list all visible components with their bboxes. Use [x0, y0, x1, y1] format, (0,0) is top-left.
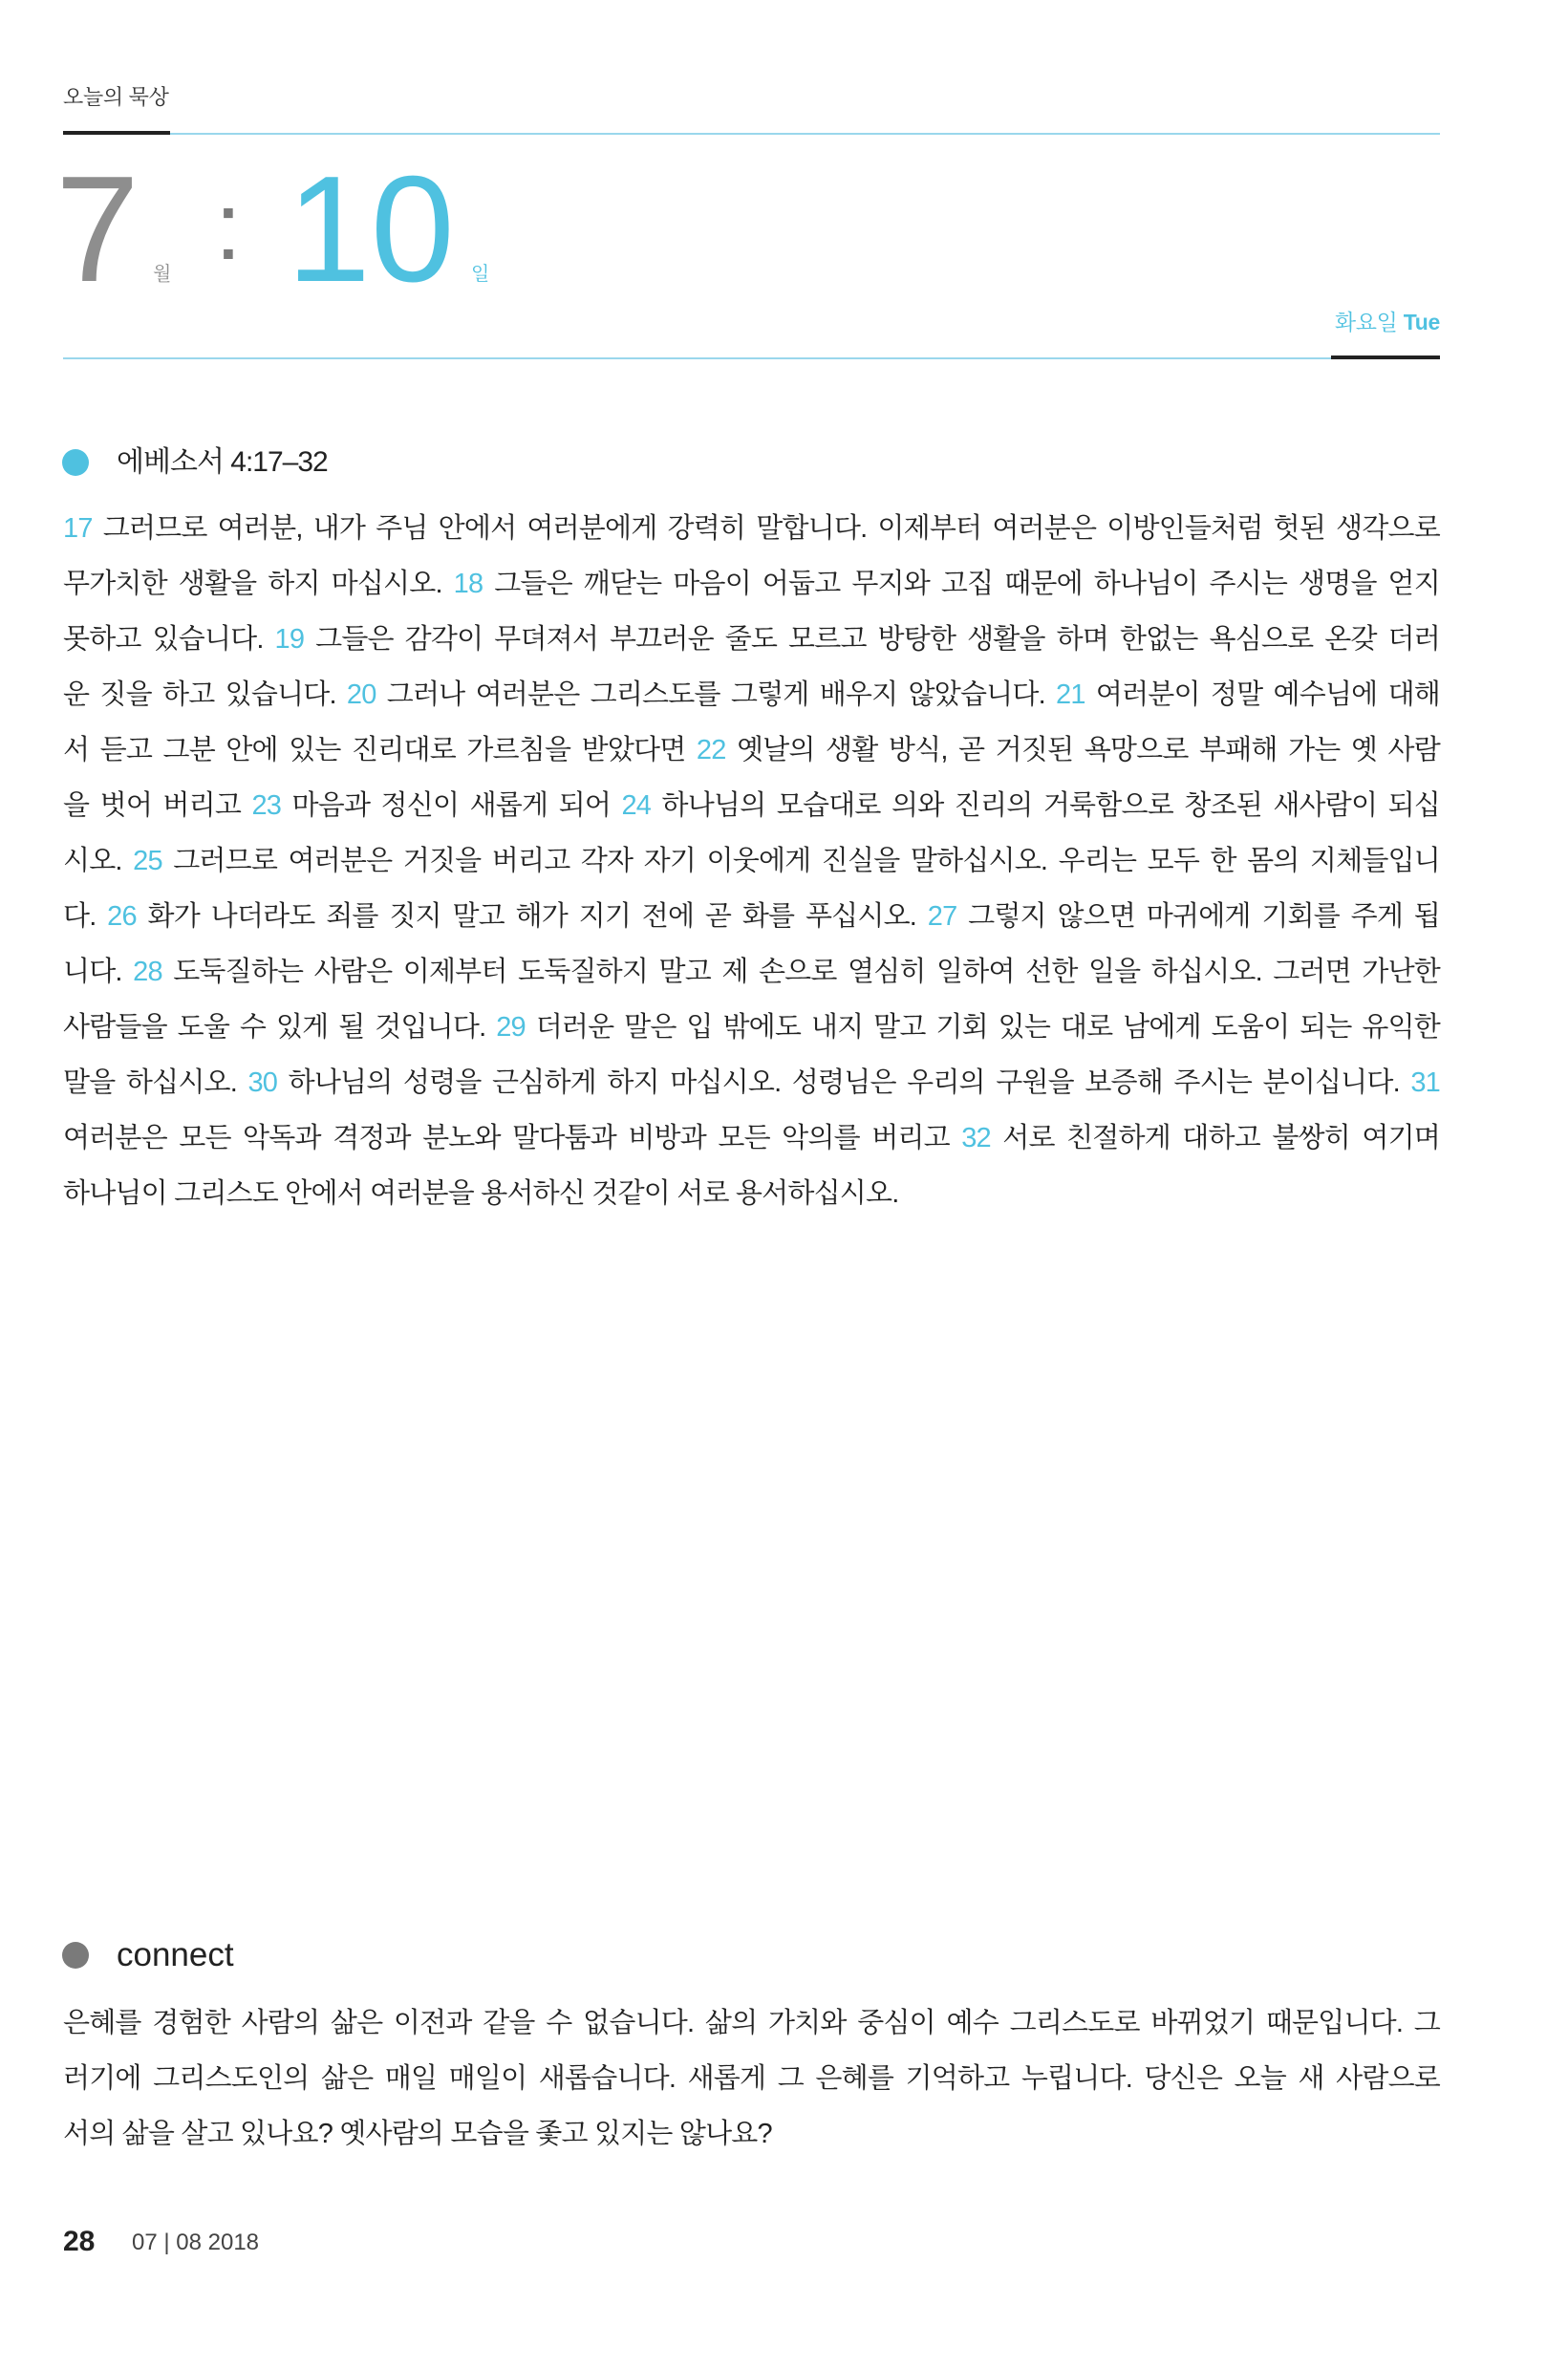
verse-text: 여러분은 모든 악독과 격정과 분노와 말다툼과 비방과 모든 악의를 버리고: [63, 1123, 962, 1153]
verse-text: 하나님이 그리스도 안에서 여러분을 용서하신 것같이 서로 용서하십시오.: [63, 1178, 899, 1209]
verse-number: 28: [133, 957, 162, 987]
verse-text: 그들은 감각이 무뎌져서 부끄러운 줄도 모르고 방탕한 생활을 하며 한없는 욕심으로 온갖 더러: [304, 624, 1440, 655]
verse-number: 26: [107, 901, 137, 932]
connect-line: 러기에 그리스도인의 삶은 매일 매일이 새롭습니다. 새롭게 그 은혜를 기억하고 누립니다. 당신은 오늘 새 사람으로: [63, 2063, 1440, 2094]
verse-number: 32: [961, 1123, 991, 1153]
verse-text: 다.: [63, 901, 108, 932]
connect-line: 은혜를 경험한 사람의 삶은 이전과 같을 수 없습니다. 삶의 가치와 중심이 예수 그리스도로 바뀌었기 때문입니다. 그: [63, 2008, 1440, 2038]
weekday-korean: 화요일: [1334, 310, 1398, 334]
verse-number: 29: [496, 1012, 526, 1043]
connect-line: 서의 삶을 살고 있나요? 옛사람의 모습을 좇고 있지는 않나요?: [63, 2119, 772, 2149]
verse-text: 여러분이 정말 예수님에 대해: [1085, 679, 1440, 710]
verse-text: 도둑질하는 사람은 이제부터 도둑질하지 말고 제 손으로 열심히 일하여 선한 일을 하십시오. 그러면 가난한: [161, 957, 1441, 987]
month-number: 7: [55, 145, 140, 313]
verse-number: 19: [274, 624, 305, 655]
verse-text: 서 듣고 그분 안에 있는 진리대로 가르침을 받았다면: [63, 735, 697, 765]
verse-text: 마음과 정신이 새롭게 되어: [281, 790, 622, 821]
passage-line: [63, 889, 1440, 944]
verse-text: 말을 하십시오.: [63, 1067, 248, 1098]
verse-text: 하나님의 성령을 근심하게 하지 마십시오. 성령님은 우리의 구원을 보증해 주시는 분이십니다.: [277, 1067, 1411, 1098]
passage-reference: 에베소서 4:17–32: [117, 446, 328, 478]
verse-text: 시오.: [63, 846, 134, 876]
verse-text: 못하고 있습니다.: [63, 624, 275, 655]
section-label: 오늘의 묵상: [63, 85, 169, 109]
verse-number: 24: [621, 790, 652, 821]
verse-text: 서로 친절하게 대하고 불쌍히 여기며: [990, 1123, 1440, 1153]
verse-text: 그러므로 여러분, 내가 주님 안에서 여러분에게 강력히 말합니다. 이제부터 여러분은 이방인들처럼 헛된 생각으로: [92, 513, 1440, 544]
header-rule-accent: [63, 131, 170, 135]
verse-text: 그러므로 여러분은 거짓을 버리고 각자 자기 이웃에게 진실을 말하십시오. 우리는 모두 한 몸의 지체들입니: [161, 846, 1441, 876]
verse-number: 23: [251, 790, 282, 821]
passage-line: [63, 1000, 1440, 1055]
passage-line: [63, 556, 1440, 612]
passage-line: [63, 778, 1440, 833]
page-number: 28: [63, 2226, 96, 2257]
verse-text: 니다.: [63, 957, 134, 987]
passage-line: [63, 667, 1440, 722]
weekday-english: Tue: [1403, 310, 1440, 334]
date-rule-accent: [1331, 356, 1440, 359]
verse-text: 더러운 말은 입 밖에도 내지 말고 기회 있는 대로 남에게 도움이 되는 유익한: [525, 1012, 1441, 1043]
passage-bullet-icon: [62, 449, 89, 476]
passage-line: [63, 501, 1440, 556]
verse-text: 그들은 깨닫는 마음이 어둡고 무지와 고집 때문에 하나님이 주시는 생명을 얻지: [483, 569, 1440, 599]
day-number: 10: [287, 145, 455, 313]
verse-text: 그러나 여러분은 그리스도를 그렇게 배우지 않았습니다.: [376, 679, 1057, 710]
date-rule: [63, 357, 1331, 359]
verse-number: 27: [927, 901, 957, 932]
passage-line: [63, 944, 1440, 1000]
passage-line: [63, 1166, 1440, 1221]
passage-line: [63, 1110, 1440, 1166]
verse-number: 20: [346, 679, 376, 710]
connect-body: [63, 1995, 1440, 2162]
verse-text: 운 짓을 하고 있습니다.: [63, 679, 347, 710]
verse-text: 화가 나더라도 죄를 짓지 말고 해가 지기 전에 곧 화를 푸십시오.: [136, 901, 928, 932]
verse-number: 25: [133, 846, 162, 876]
connect-title: connect: [117, 1936, 234, 1973]
verse-text: 사람들을 도울 수 있게 될 것입니다.: [63, 1012, 497, 1043]
passage-line: [63, 833, 1440, 889]
verse-number: 17: [63, 513, 93, 544]
passage-body: [63, 501, 1440, 1221]
date-separator: :: [215, 173, 242, 280]
passage-line: [63, 1055, 1440, 1110]
issue-label: 07 | 08 2018: [132, 2230, 260, 2255]
verse-number: 22: [696, 735, 726, 765]
verse-text: 무가치한 생활을 하지 마십시오.: [63, 569, 454, 599]
passage-line: [63, 612, 1440, 667]
verse-text: 하나님의 모습대로 의와 진리의 거룩함으로 창조된 새사람이 되십: [651, 790, 1441, 821]
verse-number: 21: [1056, 679, 1085, 710]
verse-text: 을 벗어 버리고: [63, 790, 252, 821]
verse-text: 옛날의 생활 방식, 곧 거짓된 욕망으로 부패해 가는 옛 사람: [725, 735, 1440, 765]
verse-number: 30: [247, 1067, 278, 1098]
verse-number: 18: [453, 569, 483, 599]
passage-line: [63, 722, 1440, 778]
connect-bullet-icon: [62, 1942, 89, 1969]
verse-number: 31: [1410, 1067, 1440, 1098]
month-unit: 월: [153, 264, 172, 285]
day-unit: 일: [471, 264, 490, 285]
weekday: [1335, 310, 1440, 334]
header-rule: [170, 133, 1440, 135]
verse-text: 그렇지 않으면 마귀에게 기회를 주게 됩: [956, 901, 1440, 932]
